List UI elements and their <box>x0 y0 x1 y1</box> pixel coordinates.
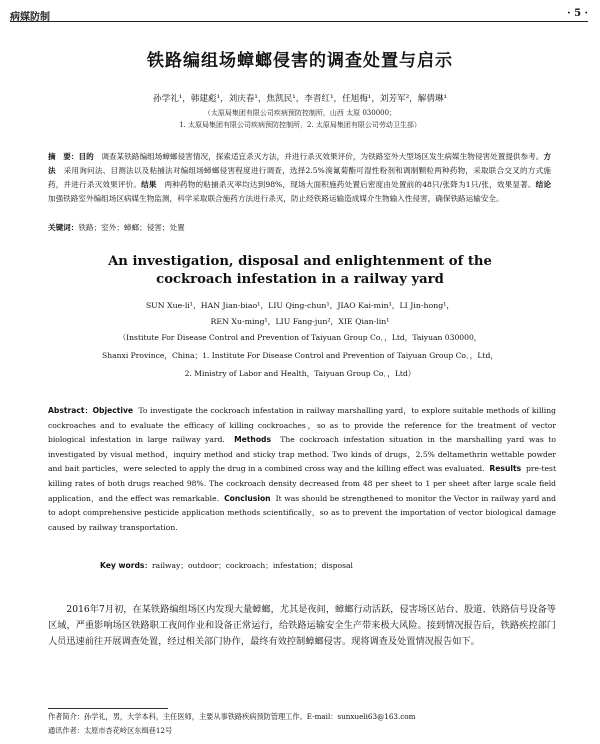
abstract-en-label: Abstract： <box>48 406 93 415</box>
footnote-address: 通讯作者：太原市杏花岭区东缉巷12号 <box>48 726 173 735</box>
article-title-cn: 铁路编组场蟑螂侵害的调查处置与启示 <box>147 51 453 71</box>
abstract-en <box>48 404 556 535</box>
running-head <box>10 8 588 22</box>
results-cn-text: 两种药物的粘捕杀灭率均达到98%，现场大面积施药处置后密度由处置前的48只/张降为1只/张，效果显著。 <box>164 180 536 189</box>
results-cn-label: 结果 <box>141 180 157 189</box>
body-paragraph: 2016年7月初，在某铁路编组场区内发现大量蟑螂，尤其是夜间，蟑螂行动活跃，侵害场区站台、股道、铁路信号设备等区域，严重影响场区铁路职工夜间作业和设备正常运行，给铁路运输安全生产带来极大风险。接到情况报告后，铁路疾控部门人员迅速前往开展调查处置，经过相关部门协作，最终有效控制蟑螂侵害。现将调查及处置情况报告如下。 <box>48 604 556 647</box>
conclusion-en-text: It was should be strengthened to monitor the Vector in railway yard and to adopt comprehensive pesticide application methods scientifically，so as to prevent the importation of vector biological damage caused by railway transportation. <box>48 493 557 532</box>
objective-cn-text: 调查某铁路编组场蟑螂侵害情况，探索适宜杀灭方法，并进行杀灭效果评价，为铁路室外大型场区发生病媒生物侵害处置提供参考。 <box>101 152 544 161</box>
affiliation-cn-line: （太原局集团有限公司疾病预防控制所，山西 太原 030000； <box>203 109 397 117</box>
affiliation-en-line: （Institute For Disease Control and Prevention of Taiyuan Group Co．，Ltd，Taiyuan 030000， <box>118 333 482 342</box>
keywords-en-label: Key words： <box>100 561 153 570</box>
footnote-author-bio: 作者简介：孙学礼，男，大学本科，主任医师，主要从事铁路疾病预防管理工作。E-mail：sunxueli63@163.com <box>48 712 416 721</box>
journal-name: 病媒防制 <box>10 12 50 23</box>
affiliation-en-line: Shanxi Province，China；1. Institute For Disease Control and Prevention of Taiyuan Group Co．，Ltd， <box>102 351 498 360</box>
authors-en-line: REN Xu-ming¹，LIU Fang-jun²，XIE Qian-lin¹ <box>210 317 390 326</box>
keywords-en <box>100 560 560 571</box>
methods-cn-label: 方法 <box>48 152 552 175</box>
keywords-cn-label: 关键词： <box>48 223 79 232</box>
objective-en-text: To investigate the cockroach infestation in railway marshalling yard，to explore suitable methods of killing cockroaches and to evaluate the efficacy of killing cockroaches，so as to provide the reference for the treatment of vector biological infestation in large railway yard. <box>48 406 556 445</box>
page-number: · 5 · <box>567 8 588 19</box>
footnote-rule <box>48 708 168 709</box>
keywords-cn <box>48 222 551 233</box>
article-title-en-line: An investigation, disposal and enlightenment of the <box>108 254 492 269</box>
article-title-en-line: cockroach infestation in a railway yard <box>156 272 444 287</box>
header-rule <box>10 21 588 22</box>
affiliation-en-line: 2. Ministry of Labor and Health，Taiyuan Group Co．，Ltd） <box>184 369 416 378</box>
conclusion-cn-label: 结论 <box>535 180 552 189</box>
authors-cn: 孙学礼¹，韩建彪¹，刘庆春¹，焦凯民¹，李晋红¹，任旭梅¹，刘芳军²，解倩琳¹ <box>153 94 447 104</box>
objective-en-label: Objective <box>92 406 134 415</box>
conclusion-en-label: Conclusion <box>224 493 271 503</box>
keywords-en-text: railway；outdoor；cockroach；infestation；disposal <box>152 561 353 570</box>
abstract-cn-label: 摘 要： <box>48 152 79 161</box>
results-en-label: Results <box>489 464 522 474</box>
keywords-cn-text: 铁路；室外；蟑螂；侵害；处置 <box>78 223 185 232</box>
affiliation-cn-line: 1. 太原局集团有限公司疾病预防控制所，2. 太原局集团有限公司劳动卫生部） <box>179 121 421 129</box>
objective-cn-label: 目的 <box>78 152 94 161</box>
methods-cn-text: 采用询问法、目测法以及粘捕法对编组场蟑螂侵害程度进行调查，选择2.5%溴氰菊酯可湿性粉剂和调制颗粒两种药物，采取联合交叉的方式施药，并进行杀灭效果评价。 <box>48 166 552 189</box>
methods-en-text: The cockroach infestation situation in the marshalling yard was to investigated by visual method，inquiry method and sticky trap method. Two kinds of drugs，2.5% deltamethrin wettable powder and bait particles，were selected to apply the drug in a combined cross way and the killing effect was evaluated. <box>48 435 556 474</box>
abstract-cn <box>48 150 551 206</box>
conclusion-cn-text: 加强铁路室外编组场区病媒生物监测，科学采取联合施药方法进行杀灭，防止经铁路运输造成媒介生物输入性侵害，确保铁路运输安全。 <box>48 194 504 203</box>
authors-en-line: SUN Xue-li¹，HAN Jian-biao¹，LIU Qing-chun¹，JIAO Kai-min¹，LI Jin-hong¹， <box>145 301 455 310</box>
results-en-text: pre-test killing rates of both drugs reached 98%. The cockroach density decreased from 48 per sheet to 1 per sheet after large scale field application，and the effect was remarkable. <box>48 464 556 503</box>
methods-en-label: Methods <box>234 435 272 445</box>
